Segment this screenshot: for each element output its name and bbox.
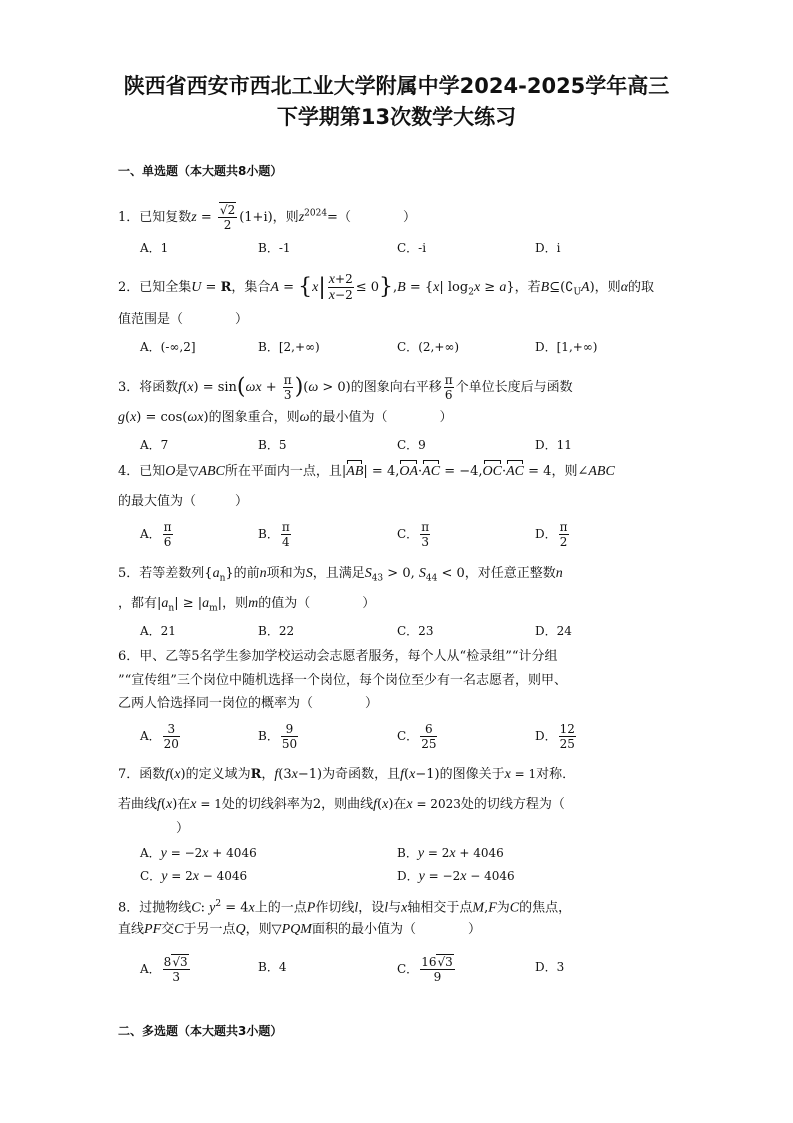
option-8b[interactable]: B．4 bbox=[258, 960, 287, 974]
option-3b[interactable]: B．5 bbox=[258, 438, 287, 452]
option-3d[interactable]: D．11 bbox=[535, 438, 572, 452]
question-3: 3．将函数f(x) = sin(ωx + $\frac{\pi}{3}$ )(ω > 0)的图象向右平移 $\frac{\pi}{6}$ 个单位长度后与函数 bbox=[118, 373, 573, 402]
option-4c[interactable]: C． $\frac{\pi}{3}$ bbox=[397, 520, 430, 549]
option-7d[interactable]: D．y = −2x − 4046 bbox=[397, 869, 515, 884]
question-2-line-2: 值范围是（ ） bbox=[118, 312, 249, 327]
question-6-line-3: 乙两人恰选择同一岗位的概率为（ ） bbox=[118, 696, 379, 711]
question-2: 2．已知全集U = R，集合A = {x| $\frac{x+2}{x-2}$ ≤ 0},B = {x| $\log_2x \ge a$}，若$B⊆(∁_UA)$，则α的取 bbox=[118, 272, 655, 303]
option-3a[interactable]: A．7 bbox=[140, 438, 169, 452]
question-6: 6．甲、乙等5名学生参加学校运动会志愿者服务，每个人从“检录组”“计分组 bbox=[118, 649, 558, 664]
section-heading-multiple-choice: 二、多选题（本大题共3小题） bbox=[118, 1024, 283, 1038]
question-1: 1．已知复数z = $\frac{√2}{2}$ (1+i)，则$z^{2024}=$（ ） bbox=[118, 203, 416, 232]
question-4: 4．已知O是▽ABC所在平面内一点，且|AB| = 4,OA·AC = −4,OC·AC = 4，则∠ABC bbox=[118, 464, 615, 479]
option-1d[interactable]: D．i bbox=[535, 241, 561, 255]
question-3-line-2: g(x) = cos(ωx)的图象重合，则ω的最小值为（ ） bbox=[118, 410, 453, 425]
option-8a[interactable]: A． $\frac{8√3}{3}$ bbox=[140, 955, 188, 984]
option-8c[interactable]: C． $\frac{16√3}{9}$ bbox=[397, 955, 453, 984]
option-4b[interactable]: B． $\frac{\pi}{4}$ bbox=[258, 520, 290, 549]
option-5b[interactable]: B．22 bbox=[258, 624, 295, 638]
option-5d[interactable]: D．24 bbox=[535, 624, 572, 638]
option-4d[interactable]: D． $\frac{\pi}{2}$ bbox=[535, 520, 568, 549]
option-6b[interactable]: B． $\frac{9}{50}$ bbox=[258, 722, 298, 751]
question-7-line-3: ） bbox=[176, 821, 190, 836]
question-5: 5．若等差数列$\{a_n\}$的前n项和为S，且满足$S_{43} > 0$, $S_{44} < 0$，对任意正整数n bbox=[118, 566, 563, 584]
option-2a[interactable]: A．(-∞,2] bbox=[140, 340, 196, 354]
page-title-line-1: 陕西省西安市西北工业大学附属中学2024-2025学年高三 bbox=[123, 74, 670, 98]
section-heading-single-choice: 一、单选题（本大题共8小题） bbox=[118, 164, 283, 178]
option-2c[interactable]: C．(2,+∞) bbox=[397, 340, 460, 354]
question-4-line-2: 的最大值为（ ） bbox=[118, 494, 249, 509]
option-7a[interactable]: A．y = −2x + 4046 bbox=[140, 846, 257, 861]
option-1c[interactable]: C．-i bbox=[397, 241, 427, 255]
option-5c[interactable]: C．23 bbox=[397, 624, 434, 638]
question-5-line-2: ，都有$|a_n| \ge |a_m|$，则m的值为（ ） bbox=[118, 596, 376, 614]
option-2b[interactable]: B．[2,+∞) bbox=[258, 340, 320, 354]
option-8d[interactable]: D．3 bbox=[535, 960, 565, 974]
option-7c[interactable]: C．y = 2x − 4046 bbox=[140, 869, 248, 884]
option-3c[interactable]: C．9 bbox=[397, 438, 426, 452]
option-1b[interactable]: B．-1 bbox=[258, 241, 291, 255]
option-6d[interactable]: D． $\frac{12}{25}$ bbox=[535, 722, 575, 751]
question-6-line-2: ”“宣传组”三个岗位中随机选择一个岗位，每个岗位至少有一名志愿者，则甲、 bbox=[118, 673, 567, 688]
page-title-line-2: 下学期第13次数学大练习 bbox=[276, 105, 517, 129]
option-6c[interactable]: C． $\frac{6}{25}$ bbox=[397, 722, 437, 751]
option-1a[interactable]: A．1 bbox=[140, 241, 169, 255]
option-7b[interactable]: B．y = 2x + 4046 bbox=[397, 846, 504, 861]
question-7-line-2: 若曲线f(x)在x = 1处的切线斜率为2，则曲线f(x)在x = 2023处的切线方程为（ bbox=[118, 797, 565, 812]
option-4a[interactable]: A． $\frac{\pi}{6}$ bbox=[140, 520, 172, 549]
question-8-line-2: 直线PF交C于另一点Q，则▽PQM面积的最小值为（ ） bbox=[118, 922, 481, 937]
option-6a[interactable]: A． $\frac{3}{20}$ bbox=[140, 722, 179, 751]
option-2d[interactable]: D．[1,+∞) bbox=[535, 340, 598, 354]
option-5a[interactable]: A．21 bbox=[140, 624, 176, 638]
question-8: 8．过抛物线C: $y^2 = 4x$上的一点P作切线l，设l与x轴相交于点M,F为C的焦点， bbox=[118, 899, 572, 916]
question-7: 7．函数f(x)的定义域为R，f(3x−1)为奇函数，且f(x−1)的图像关于x = 1对称． bbox=[118, 767, 576, 782]
